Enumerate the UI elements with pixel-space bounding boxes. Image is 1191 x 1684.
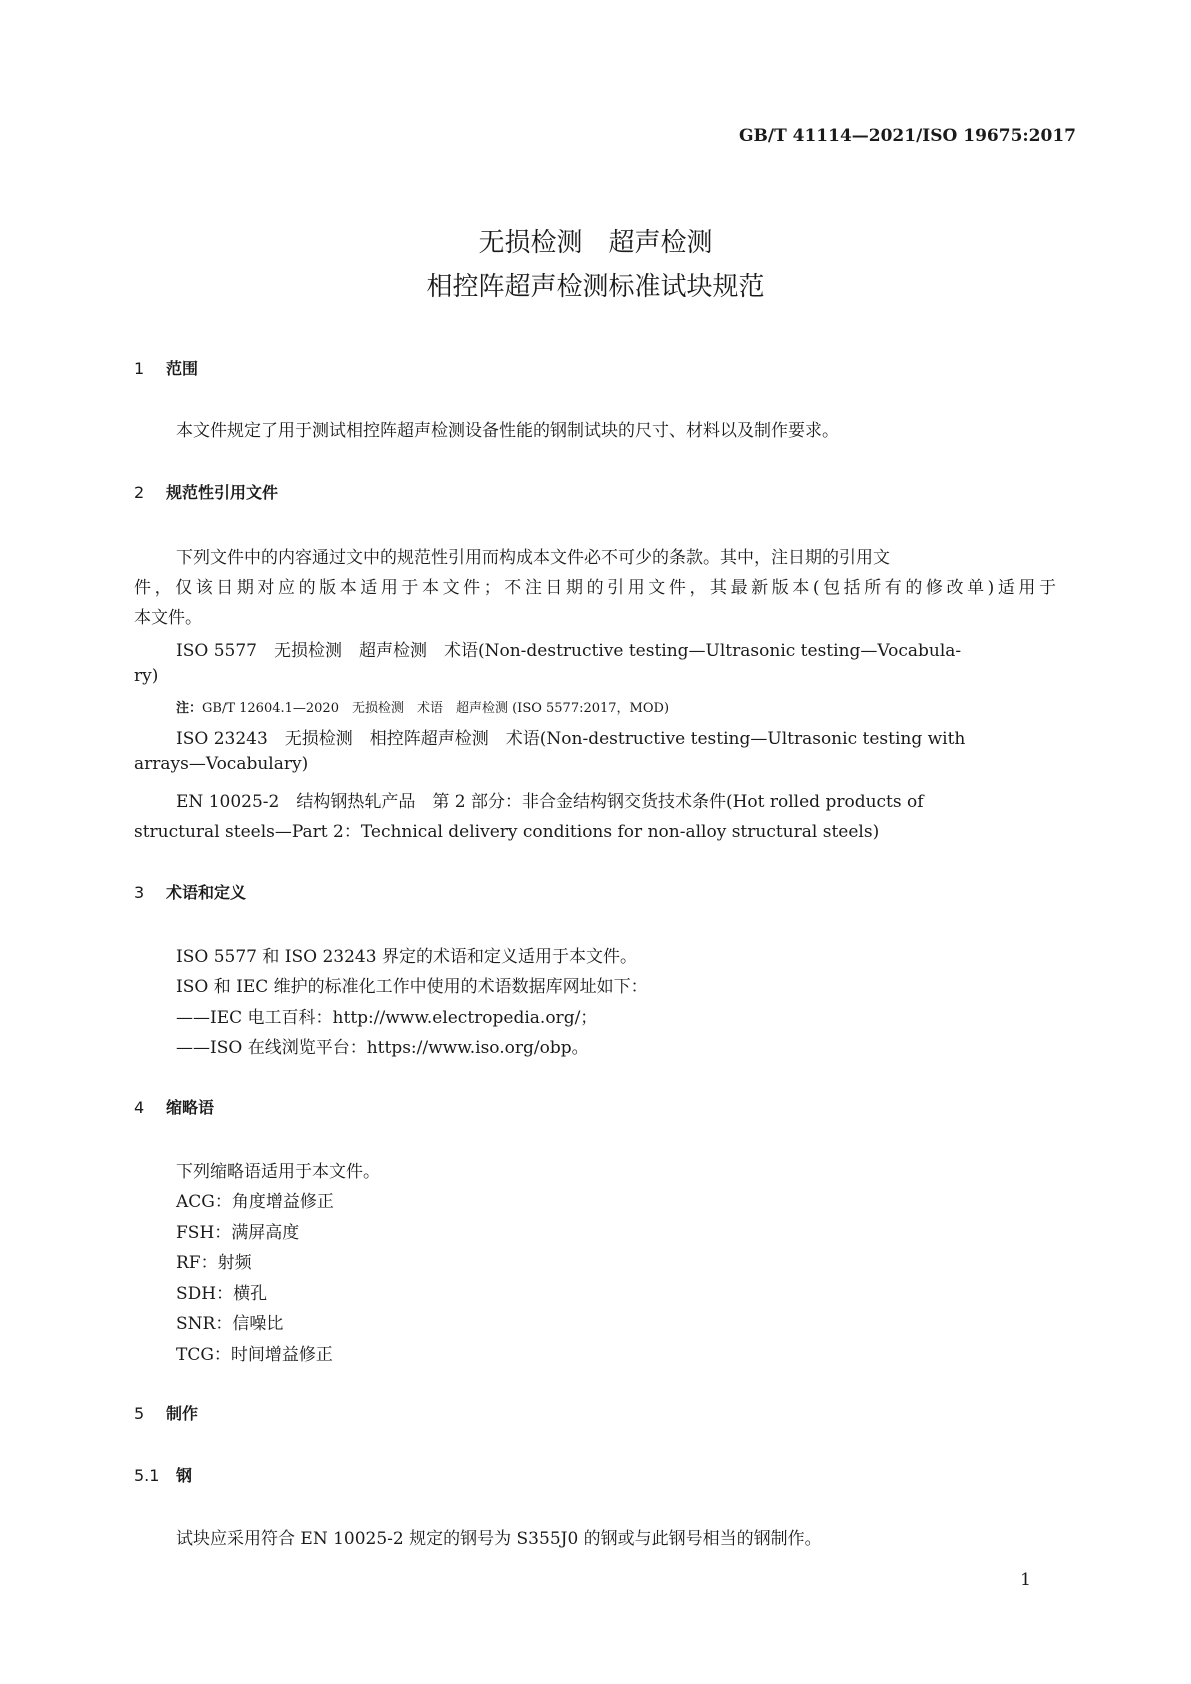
reference-iso-23243-cont: arrays—Vocabulary) xyxy=(134,754,309,774)
reference-iso-5577: ISO 5577 无损检测 超声检测 术语(Non-destructive testing—Ultrasonic testing—Vocabula- xyxy=(176,641,962,661)
abbreviation-item: FSH：满屏高度 xyxy=(176,1223,300,1243)
note-label: 注： xyxy=(176,701,203,716)
normative-intro-line: 本文件。 xyxy=(134,608,202,628)
abbreviation-intro: 下列缩略语适用于本文件。 xyxy=(176,1162,380,1182)
section-1-paragraph: 本文件规定了用于测试相控阵超声检测设备性能的钢制试块的尺寸、材料以及制作要求。 xyxy=(176,421,839,441)
section-number: 1 xyxy=(134,359,145,378)
document-title-line-2: 相控阵超声检测标准试块规范 xyxy=(426,272,765,302)
section-number: 2 xyxy=(134,483,145,502)
reference-iso-23243: ISO 23243 无损检测 相控阵超声检测 术语(Non-destructive testing—Ultrasonic testing with xyxy=(176,729,966,749)
section-4-heading xyxy=(134,1095,214,1118)
abbreviation-item: TCG：时间增益修正 xyxy=(176,1345,333,1365)
normative-intro-line: 件，仅该日期对应的版本适用于本文件；不注日期的引用文件，其最新版本(包括所有的修改单)适用于 xyxy=(134,578,1056,598)
terms-line: ISO 5577 和 ISO 23243 界定的术语和定义适用于本文件。 xyxy=(176,947,637,967)
page-number: 1 xyxy=(1020,1570,1031,1590)
reference-iso-5577-cont: ry) xyxy=(134,666,159,686)
section-2-heading xyxy=(134,480,278,503)
section-title: 规范性引用文件 xyxy=(166,483,279,502)
abbreviation-item: ACG：角度增益修正 xyxy=(176,1192,334,1212)
abbreviation-item: RF：射频 xyxy=(176,1253,252,1273)
section-title: 缩略语 xyxy=(166,1098,215,1117)
document-title-line-1: 无损检测 超声检测 xyxy=(478,228,713,258)
section-5-1-heading xyxy=(134,1463,192,1486)
section-number: 5 xyxy=(134,1404,145,1423)
note-text: GB/T 12604.1—2020 无损检测 术语 超声检测 (ISO 5577:2017，MOD) xyxy=(202,701,670,716)
terms-link-iec: ——IEC 电工百科：http://www.electropedia.org/； xyxy=(176,1008,598,1028)
section-title: 范围 xyxy=(166,359,199,378)
section-5-1-paragraph: 试块应采用符合 EN 10025-2 规定的钢号为 S355J0 的钢或与此钢号相当的钢制作。 xyxy=(176,1529,822,1549)
standard-code: GB/T 41114—2021/ISO 19675:2017 xyxy=(738,126,1076,146)
normative-intro-line: 下列文件中的内容通过文中的规范性引用而构成本文件必不可少的条款。其中，注日期的引用文 xyxy=(176,548,890,568)
section-1-heading xyxy=(134,356,198,379)
abbreviation-item: SDH：横孔 xyxy=(176,1284,268,1304)
section-3-heading xyxy=(134,880,246,903)
section-number: 3 xyxy=(134,883,145,902)
section-number: 5.1 xyxy=(134,1466,160,1485)
reference-note xyxy=(176,697,669,716)
reference-en-10025-2: EN 10025-2 结构钢热轧产品 第 2 部分：非合金结构钢交货技术条件(Hot rolled products of xyxy=(176,792,924,812)
section-title: 钢 xyxy=(176,1466,193,1485)
section-5-heading xyxy=(134,1401,198,1424)
terms-line: ISO 和 IEC 维护的标准化工作中使用的术语数据库网址如下： xyxy=(176,977,648,997)
reference-en-10025-2-cont: structural steels—Part 2：Technical delivery conditions for non-alloy structural steels) xyxy=(134,822,880,842)
section-number: 4 xyxy=(134,1098,145,1117)
abbreviation-item: SNR：信噪比 xyxy=(176,1314,284,1334)
section-title: 制作 xyxy=(166,1404,199,1423)
section-title: 术语和定义 xyxy=(166,883,247,902)
terms-link-iso: ——ISO 在线浏览平台：https://www.iso.org/obp。 xyxy=(176,1038,589,1058)
